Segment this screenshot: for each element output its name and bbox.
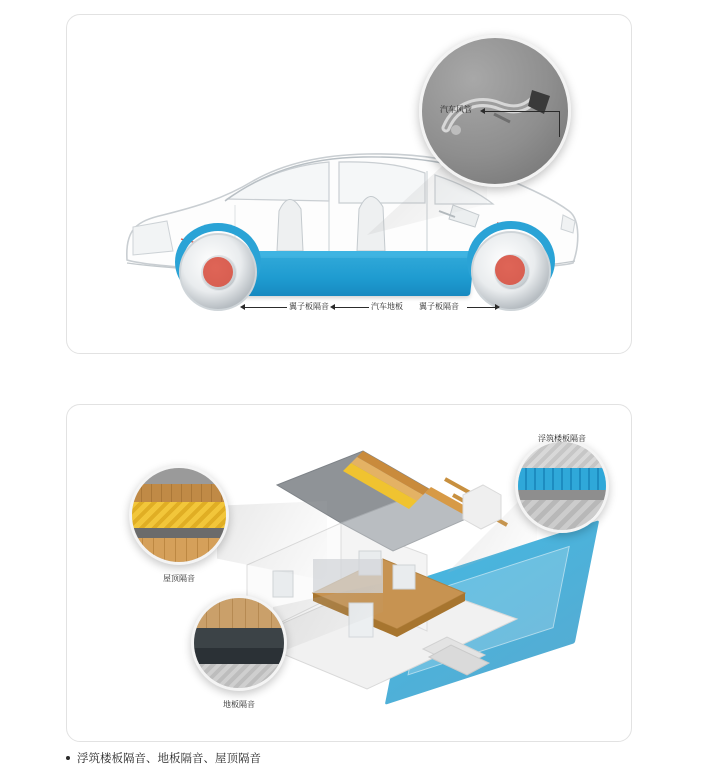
roof-layer-insulation-yellow [132, 502, 226, 528]
callout-air-duct: 汽车风管 [440, 105, 472, 114]
building-scene [67, 405, 631, 741]
roof-insulation-detail-circle [129, 465, 229, 565]
floor-layer-wood [194, 598, 284, 628]
air-duct-leader-vertical [559, 111, 560, 137]
roof-layer-wood-top [132, 468, 226, 484]
air-duct-illustration [440, 84, 556, 146]
roof-layer-membrane [132, 528, 226, 538]
label-floating-floor: 浮筑楼板隔音 [538, 434, 586, 443]
callout-rear-fender: 翼子板隔音 [289, 302, 329, 311]
air-duct-arrow-icon [480, 108, 485, 114]
front-brake-caliper [495, 255, 525, 285]
floor-arrow-icon [330, 304, 335, 310]
rear-fender-arrow-icon [240, 304, 245, 310]
air-duct-leader-horizontal [485, 111, 559, 112]
floating-floor-layer-separation [518, 490, 606, 500]
floor-layer-concrete [194, 664, 284, 691]
floating-floor-layer-screed [518, 442, 606, 468]
label-roof-insulation: 屋顶隔音 [163, 574, 195, 583]
floor-insulation-detail-circle [191, 595, 287, 691]
car-scene [67, 15, 631, 353]
floating-floor-layer-slab [518, 500, 606, 533]
rear-brake-caliper [203, 257, 233, 287]
label-floor-insulation: 地板隔音 [223, 700, 255, 709]
callout-front-fender: 翼子板隔音 [419, 302, 459, 311]
floor-layer-acoustic-mat [194, 648, 284, 664]
rear-fender-leader [245, 307, 287, 308]
figure-building-soundproofing [66, 404, 632, 742]
figure-automotive-soundproofing [66, 14, 632, 354]
bullet-icon [66, 756, 70, 760]
floor-leader [335, 307, 369, 308]
figure-caption [66, 750, 261, 766]
caption-text: 浮筑楼板隔音、地板隔音、屋顶隔音 [77, 753, 261, 765]
floating-floor-detail-circle [515, 439, 609, 533]
front-fender-arrow-icon [495, 304, 500, 310]
floor-layer-underlay-dark [194, 628, 284, 648]
callout-car-floor: 汽车地板 [371, 302, 403, 311]
floating-floor-layer-blue-mat [518, 468, 606, 490]
roof-layer-wood-plank [132, 484, 226, 502]
roof-layer-board [132, 538, 226, 565]
